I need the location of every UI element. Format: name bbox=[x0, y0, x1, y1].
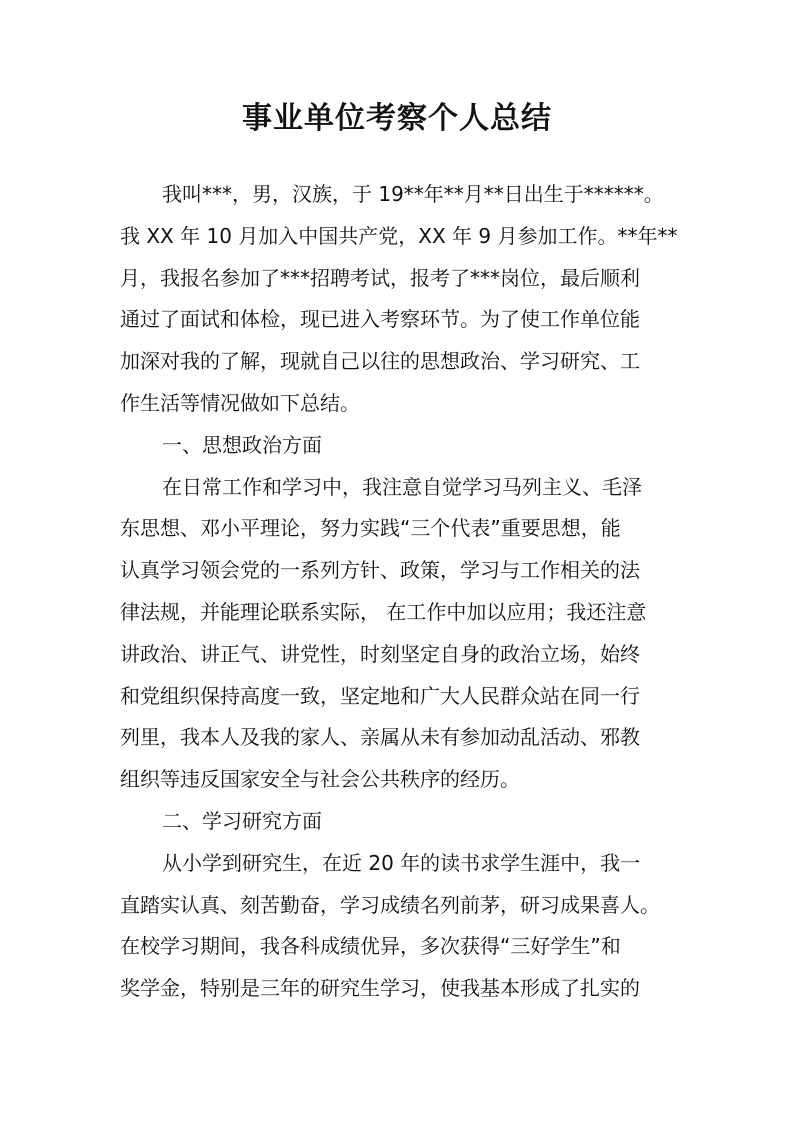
body-line: 律法规，并能理论联系实际， 在工作中加以应用；我还注意 bbox=[120, 599, 647, 624]
body-line: 我 XX 年 10 月加入中国共产党，XX 年 9 月参加工作。**年** bbox=[120, 223, 678, 248]
body-line: 从小学到研究生，在近 20 年的读书求学生涯中，我一 bbox=[162, 850, 641, 875]
body-line: 东思想、邓小平理论，努力实践“三个代表”重要思想，能 bbox=[120, 516, 621, 541]
body-line: 作生活等情况做如下总结。 bbox=[120, 390, 360, 415]
section-heading: 一、思想政治方面 bbox=[162, 432, 322, 457]
body-line: 在日常工作和学习中，我注意自觉学习马列主义、毛泽 bbox=[162, 474, 642, 499]
body-line: 认真学习领会党的一系列方针、政策，学习与工作相关的法 bbox=[120, 558, 640, 583]
body-line: 列里，我本人及我的家人、亲属从未有参加动乱活动、邪教 bbox=[120, 725, 640, 750]
document-body bbox=[120, 174, 680, 1010]
section-heading: 二、学习研究方面 bbox=[162, 808, 322, 833]
body-line: 直踏实认真、刻苦勤奋，学习成绩名列前茅，研习成果喜人。 bbox=[120, 892, 660, 917]
body-line: 在校学习期间，我各科成绩优异，多次获得“三好学生”和 bbox=[120, 934, 621, 959]
body-line: 我叫***，男，汉族，于 19**年**月**日出生于******。 bbox=[162, 182, 664, 206]
document-title: 事业单位考察个人总结 bbox=[242, 101, 552, 136]
body-line: 组织等违反国家安全与社会公共秩序的经历。 bbox=[120, 767, 520, 792]
body-line: 讲政治、讲正气、讲党性，时刻坚定自身的政治立场，始终 bbox=[120, 641, 640, 666]
body-line: 奖学金，特别是三年的研究生学习，使我基本形成了扎实的 bbox=[120, 976, 640, 1001]
body-line: 和党组织保持高度一致，坚定地和广大人民群众站在同一行 bbox=[120, 683, 640, 708]
body-line: 加深对我的了解，现就自己以往的思想政治、学习研究、工 bbox=[120, 349, 640, 374]
body-line: 通过了面试和体检，现已进入考察环节。为了使工作单位能 bbox=[120, 307, 640, 332]
body-line: 月，我报名参加了***招聘考试，报考了***岗位，最后顺利 bbox=[120, 265, 640, 290]
